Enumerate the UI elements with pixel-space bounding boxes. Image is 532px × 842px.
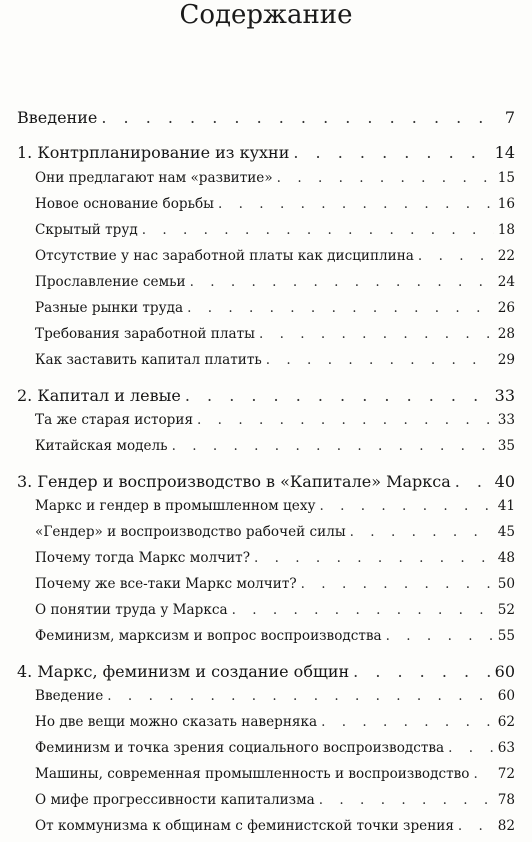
- toc-entry-page-number: 72: [497, 766, 515, 782]
- dot-leader: [458, 818, 494, 834]
- dot-leader: [259, 326, 494, 342]
- toc-section-entry: [35, 438, 515, 454]
- toc-section-entry: [35, 818, 515, 834]
- toc-entry-page-number: 7: [504, 108, 515, 127]
- toc-section-entry: [35, 274, 515, 290]
- toc-entry-label: 3. Гендер и воспроизводство в «Капитале» Маркса: [17, 472, 451, 491]
- toc-entry-label: Требования заработной платы: [35, 326, 255, 342]
- dot-leader: [321, 714, 494, 730]
- dot-leader: [301, 576, 494, 592]
- toc-entry-page-number: 33: [497, 412, 515, 428]
- dot-leader: [218, 196, 494, 212]
- toc-entry-label: Новое основание борьбы: [35, 196, 215, 212]
- toc-entry-label: О понятии труда у Маркса: [35, 602, 228, 618]
- toc-entry-page-number: 78: [497, 792, 515, 808]
- dot-leader: [350, 524, 494, 540]
- toc-entry-label: От коммунизма к общинам с феминистской точки зрения: [35, 818, 454, 834]
- toc-entry-label: Машины, современная промышленность и воспроизводство: [35, 766, 470, 782]
- dot-leader: [254, 550, 494, 566]
- toc-section-entry: [35, 792, 515, 808]
- toc-section-entry: [35, 740, 515, 756]
- toc-entry-label: Введение: [17, 108, 98, 127]
- toc-entry-page-number: 60: [497, 688, 515, 704]
- dot-leader: [187, 300, 494, 316]
- toc-entry-page-number: 26: [497, 300, 515, 316]
- toc-entry-page-number: 16: [497, 196, 515, 212]
- toc-section-entry: [35, 524, 515, 540]
- toc-entry-page-number: 52: [497, 602, 515, 618]
- dot-leader: [353, 662, 490, 681]
- toc-section-entry: [35, 412, 515, 428]
- dot-leader: [473, 766, 493, 782]
- toc-entry-label: Скрытый труд: [35, 222, 138, 238]
- toc-section-entry: [35, 714, 515, 730]
- toc-entry-label: Как заставить капитал платить: [35, 352, 262, 368]
- toc-section-entry: [35, 352, 515, 368]
- toc-entry-label: Разные рынки труда: [35, 300, 184, 316]
- dot-leader: [190, 274, 494, 290]
- dot-leader: [172, 438, 494, 454]
- toc-section-entry: [35, 222, 515, 238]
- dot-leader: [386, 628, 494, 644]
- toc-entry-label: Китайская модель: [35, 438, 168, 454]
- toc-entry-label: Они предлагают нам «развитие»: [35, 170, 273, 186]
- dot-leader: [142, 222, 494, 238]
- dot-leader: [418, 248, 494, 264]
- toc-section-entry: [35, 550, 515, 566]
- dot-leader: [101, 108, 500, 127]
- toc-entry-page-number: 35: [497, 438, 515, 454]
- toc-chapter-entry: [17, 143, 515, 162]
- toc-entry-page-number: 48: [497, 550, 515, 566]
- toc-entry-page-number: 55: [497, 628, 515, 644]
- toc-entry-label: 2. Капитал и левые: [17, 386, 181, 405]
- toc-entry-page-number: 24: [497, 274, 515, 290]
- toc-entry-label: 1. Контрпланирование из кухни: [17, 143, 290, 162]
- toc-entry-page-number: 14: [494, 143, 515, 162]
- toc-entry-page-number: 15: [497, 170, 515, 186]
- dot-leader: [455, 472, 491, 491]
- toc-entry-page-number: 60: [494, 662, 515, 681]
- toc-entry-label: «Гендер» и воспроизводство рабочей силы: [35, 524, 346, 540]
- dot-leader: [293, 143, 490, 162]
- toc-section-entry: [35, 170, 515, 186]
- toc-entry-label: Введение: [35, 688, 104, 704]
- toc-entry-label: Прославление семьи: [35, 274, 186, 290]
- toc-entry-page-number: 63: [497, 740, 515, 756]
- dot-leader: [107, 688, 493, 704]
- toc-section-entry: [35, 498, 515, 514]
- toc-entry-label: Феминизм, марксизм и вопрос воспроизводства: [35, 628, 382, 644]
- toc-entry-page-number: 28: [497, 326, 515, 342]
- toc-section-entry: [35, 576, 515, 592]
- toc-entry-page-number: 62: [497, 714, 515, 730]
- toc-entry-page-number: 45: [497, 524, 515, 540]
- toc-chapter-entry: [17, 386, 515, 405]
- toc-entry-page-number: 29: [497, 352, 515, 368]
- page-title: Содержание: [179, 0, 353, 30]
- toc-section-entry: [35, 300, 515, 316]
- dot-leader: [266, 352, 494, 368]
- toc-section-entry: [35, 196, 515, 212]
- toc-entry-page-number: 33: [494, 386, 515, 405]
- toc-entry-page-number: 41: [497, 498, 515, 514]
- dot-leader: [319, 498, 493, 514]
- dot-leader: [197, 412, 494, 428]
- toc-entry-page-number: 50: [497, 576, 515, 592]
- toc-section-entry: [35, 602, 515, 618]
- toc-entry-page-number: 18: [497, 222, 515, 238]
- toc-section-entry: [35, 326, 515, 342]
- toc-entry-label: Но две вещи можно сказать наверняка: [35, 714, 318, 730]
- toc-entry-label: Почему тогда Маркс молчит?: [35, 550, 250, 566]
- toc-section-entry: [35, 688, 515, 704]
- toc-chapter-entry: [17, 108, 515, 127]
- toc-entry-page-number: 22: [497, 248, 515, 264]
- toc-chapter-entry: [17, 472, 515, 491]
- toc-entry-label: О мифе прогрессивности капитализма: [35, 792, 315, 808]
- dot-leader: [277, 170, 494, 186]
- toc-chapter-entry: [17, 662, 515, 681]
- toc-entry-label: Феминизм и точка зрения социального воспроизводства: [35, 740, 445, 756]
- toc-entry-page-number: 82: [497, 818, 515, 834]
- toc-entry-label: 4. Маркс, феминизм и создание общин: [17, 662, 350, 681]
- toc-entry-label: Почему же все-таки Маркс молчит?: [35, 576, 297, 592]
- toc-section-entry: [35, 248, 515, 264]
- toc-entry-label: Та же старая история: [35, 412, 194, 428]
- toc-entry-label: Маркс и гендер в промышленном цеху: [35, 498, 316, 514]
- toc-section-entry: [35, 766, 515, 782]
- dot-leader: [448, 740, 494, 756]
- toc-entry-label: Отсутствие у нас заработной платы как дисциплина: [35, 248, 414, 264]
- toc-section-entry: [35, 628, 515, 644]
- dot-leader: [232, 602, 494, 618]
- dot-leader: [319, 792, 494, 808]
- toc-entry-page-number: 40: [494, 472, 515, 491]
- dot-leader: [185, 386, 491, 405]
